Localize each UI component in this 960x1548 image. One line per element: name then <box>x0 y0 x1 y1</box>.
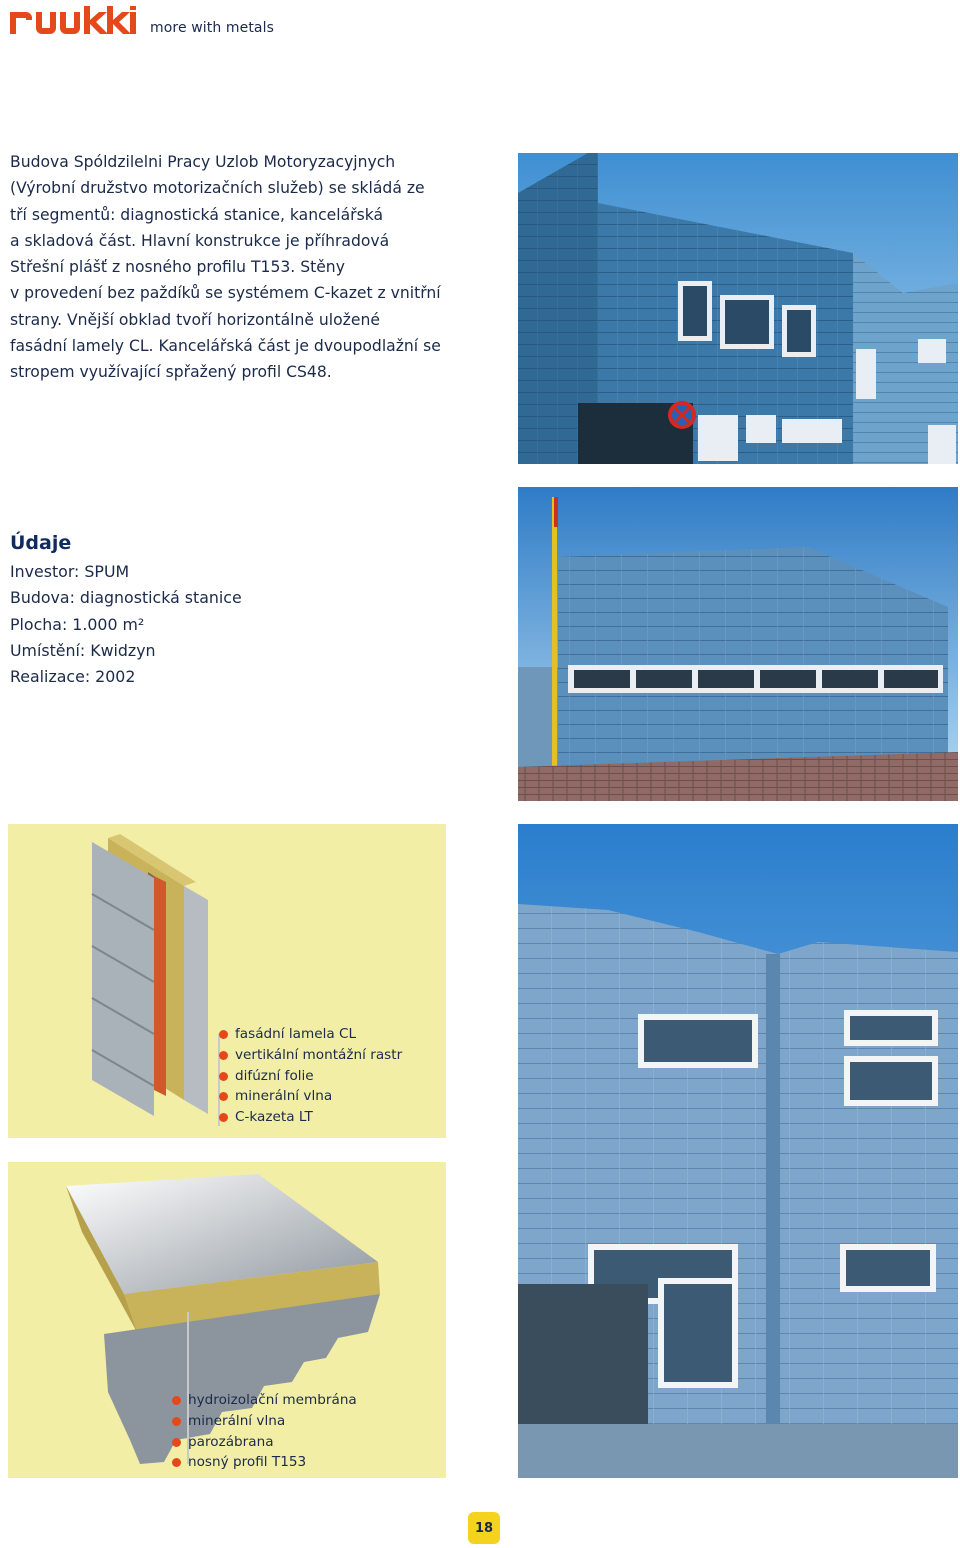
roof-layer-item: nosný profil T153 <box>172 1452 357 1473</box>
ruukki-logo <box>10 6 136 34</box>
data-item-area: Plocha: 1.000 m² <box>10 614 145 634</box>
data-item-location: Umístění: Kwidzyn <box>10 640 156 660</box>
intro-line: stropem využívající spřažený profil CS48. <box>10 363 332 382</box>
data-item-investor: Investor: SPUM <box>10 562 130 581</box>
intro-paragraph <box>10 149 480 386</box>
roof-layer-item: minerální vlna <box>172 1411 357 1432</box>
intro-line: Střešní plášť z nosného profilu T153. Stěny <box>10 258 345 277</box>
wall-layer-item: difúzní folie <box>219 1066 402 1087</box>
roof-layer-item: parozábrana <box>172 1432 357 1453</box>
intro-line: (Výrobní družstvo motorizačních služeb) se skládá ze <box>10 179 425 198</box>
roof-layer-legend <box>172 1390 357 1473</box>
intro-line: fasádní lamely CL. Kancelářská část je dvoupodlažní se <box>10 337 441 356</box>
wall-layer-item: minerální vlna <box>219 1086 402 1107</box>
roof-construction-panel <box>8 1162 446 1478</box>
wall-layer-legend <box>219 1024 402 1128</box>
wall-construction-panel <box>8 824 446 1138</box>
intro-line: tří segmentů: diagnostická stanice, kancelářská <box>10 205 384 224</box>
data-list <box>10 559 242 690</box>
data-item-completion: Realizace: 2002 <box>10 667 136 687</box>
photo-office-building <box>518 153 958 464</box>
wall-layer-item: fasádní lamela CL <box>219 1024 402 1045</box>
tagline: more with metals <box>150 20 274 36</box>
page-number: 18 <box>468 1512 500 1544</box>
wall-layer-item: C-kazeta LT <box>219 1107 402 1128</box>
intro-line: v provedení bez paždíků se systémem C-kazet z vnitřní <box>10 284 441 303</box>
intro-line: a skladová část. Hlavní konstrukce je příhradová <box>10 231 390 250</box>
photo-diagnostic-station <box>518 487 958 801</box>
photo-office-facade <box>518 824 958 1478</box>
wall-layer-item: vertikální montážní rastr <box>219 1045 402 1066</box>
data-item-building: Budova: diagnostická stanice <box>10 588 242 608</box>
intro-line: strany. Vnější obklad tvoří horizontálně uložené <box>10 310 380 329</box>
intro-line: Budova Spóldzilelni Pracy Uzlob Motoryzacyjnych <box>10 153 396 171</box>
roof-layer-item: hydroizolační membrána <box>172 1390 357 1411</box>
data-heading: Údaje <box>10 532 72 554</box>
